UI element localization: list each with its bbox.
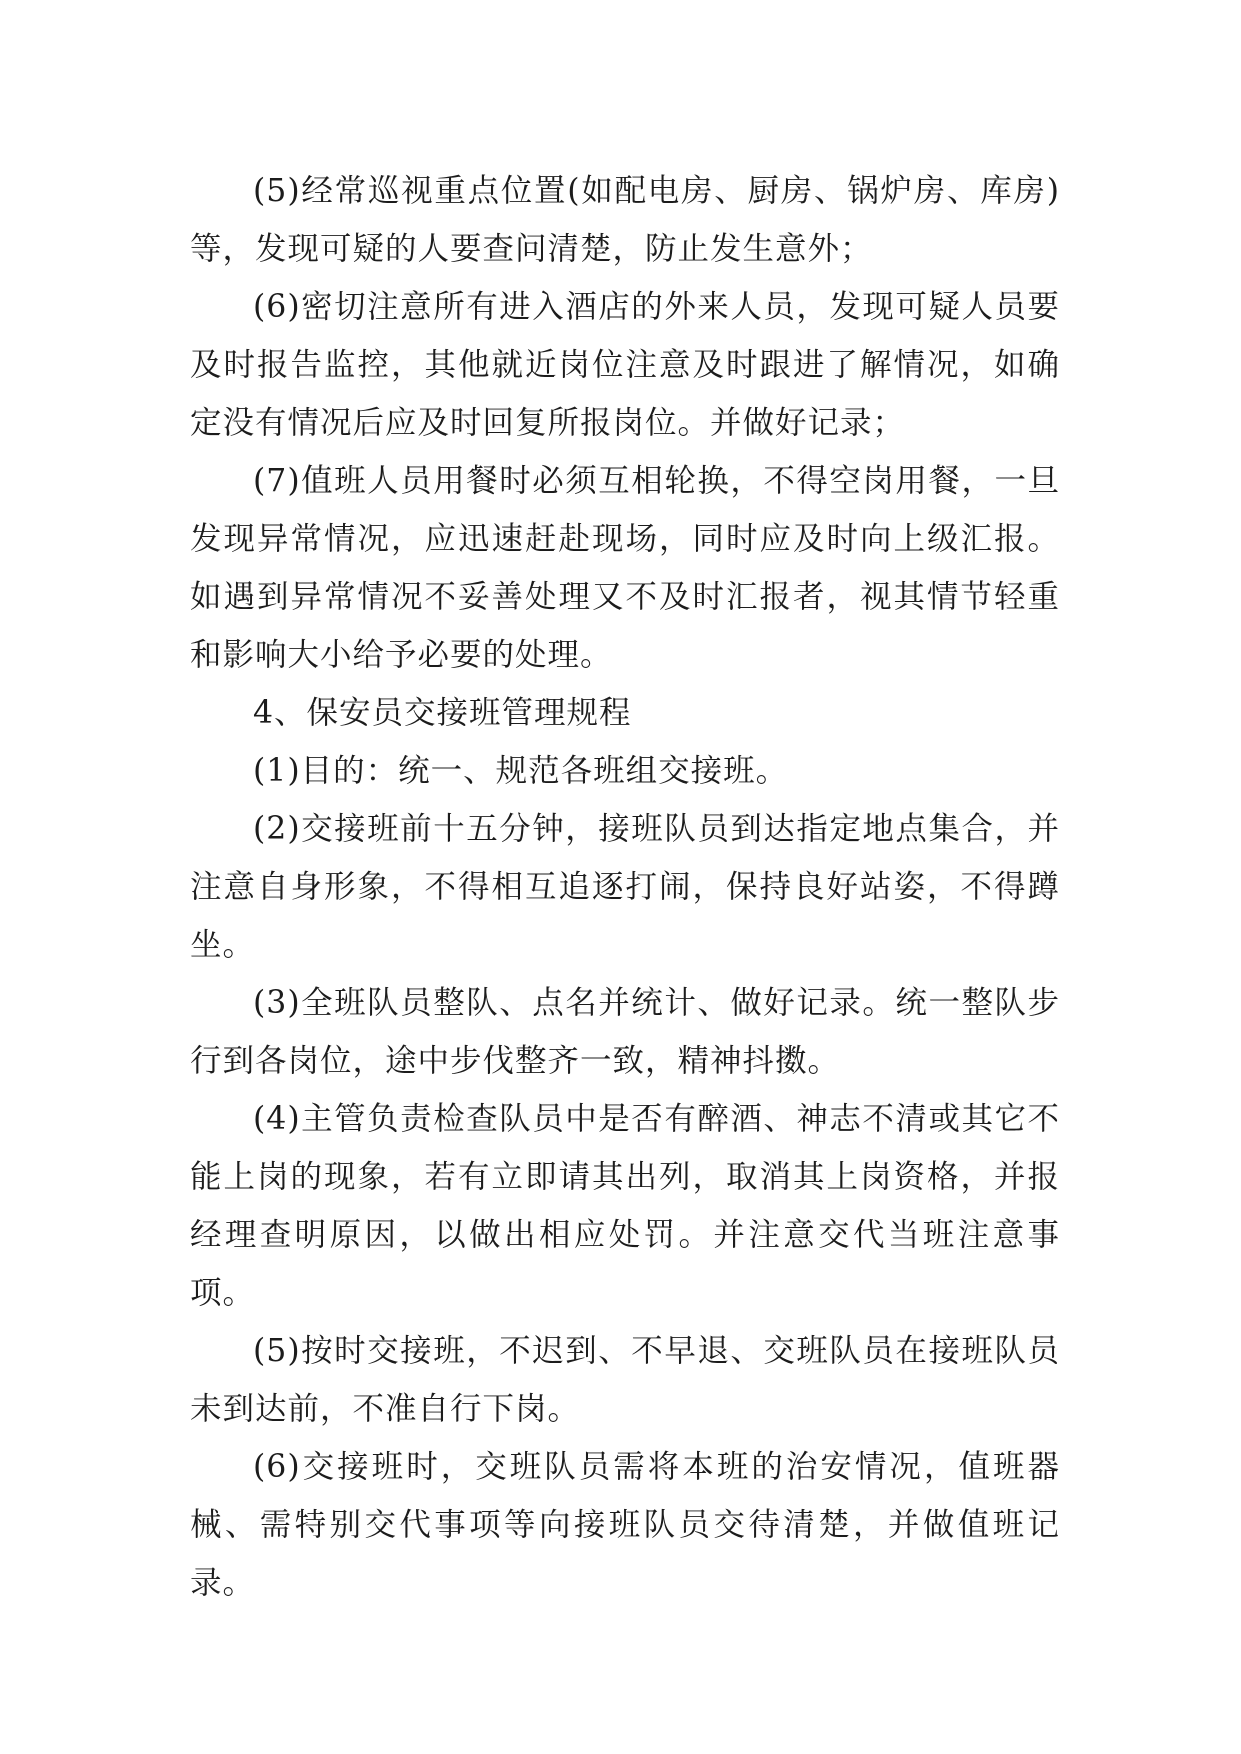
document-body bbox=[190, 162, 1060, 1612]
paragraph-roll-call: (3)全班队员整队、点名并统计、做好记录。统一整队步行到各岗位，途中步伐整齐一致，精神抖擞。 bbox=[190, 985, 1060, 1079]
paragraph-patrol-key-locations: (5)经常巡视重点位置(如配电房、厨房、锅炉房、库房)等，发现可疑的人要查问清楚，防止发生意外； bbox=[190, 173, 1060, 267]
paragraph-handover-briefing: (6)交接班时，交班队员需将本班的治安情况，值班器械、需特别交代事项等向接班队员交待清楚，并做值班记录。 bbox=[190, 1449, 1060, 1601]
paragraph-assembly-before-shift: (2)交接班前十五分钟，接班队员到达指定地点集合，并注意自身形象，不得相互追逐打闹，保持良好站姿，不得蹲坐。 bbox=[190, 811, 1060, 963]
paragraph-punctual-handover: (5)按时交接班，不迟到、不早退、交班队员在接班队员未到达前，不准自行下岗。 bbox=[190, 1333, 1060, 1427]
paragraph-watch-outside-visitors: (6)密切注意所有进入酒店的外来人员，发现可疑人员要及时报告监控，其他就近岗位注意及时跟进了解情况，如确定没有情况后应及时回复所报岗位。并做好记录； bbox=[190, 289, 1060, 441]
paragraph-purpose: (1)目的：统一、规范各班组交接班。 bbox=[253, 753, 789, 789]
paragraph-meal-rotation: (7)值班人员用餐时必须互相轮换，不得空岗用餐，一旦发现异常情况，应迅速赶赴现场，同时应及时向上级汇报。如遇到异常情况不妥善处理又不及时汇报者，视其情节轻重和影响大小给予必要的处理。 bbox=[190, 463, 1060, 673]
section-heading-shift-handover: 4、保安员交接班管理规程 bbox=[253, 695, 632, 731]
paragraph-supervisor-check: (4)主管负责检查队员中是否有醉酒、神志不清或其它不能上岗的现象，若有立即请其出列，取消其上岗资格，并报经理查明原因，以做出相应处罚。并注意交代当班注意事项。 bbox=[190, 1101, 1060, 1311]
